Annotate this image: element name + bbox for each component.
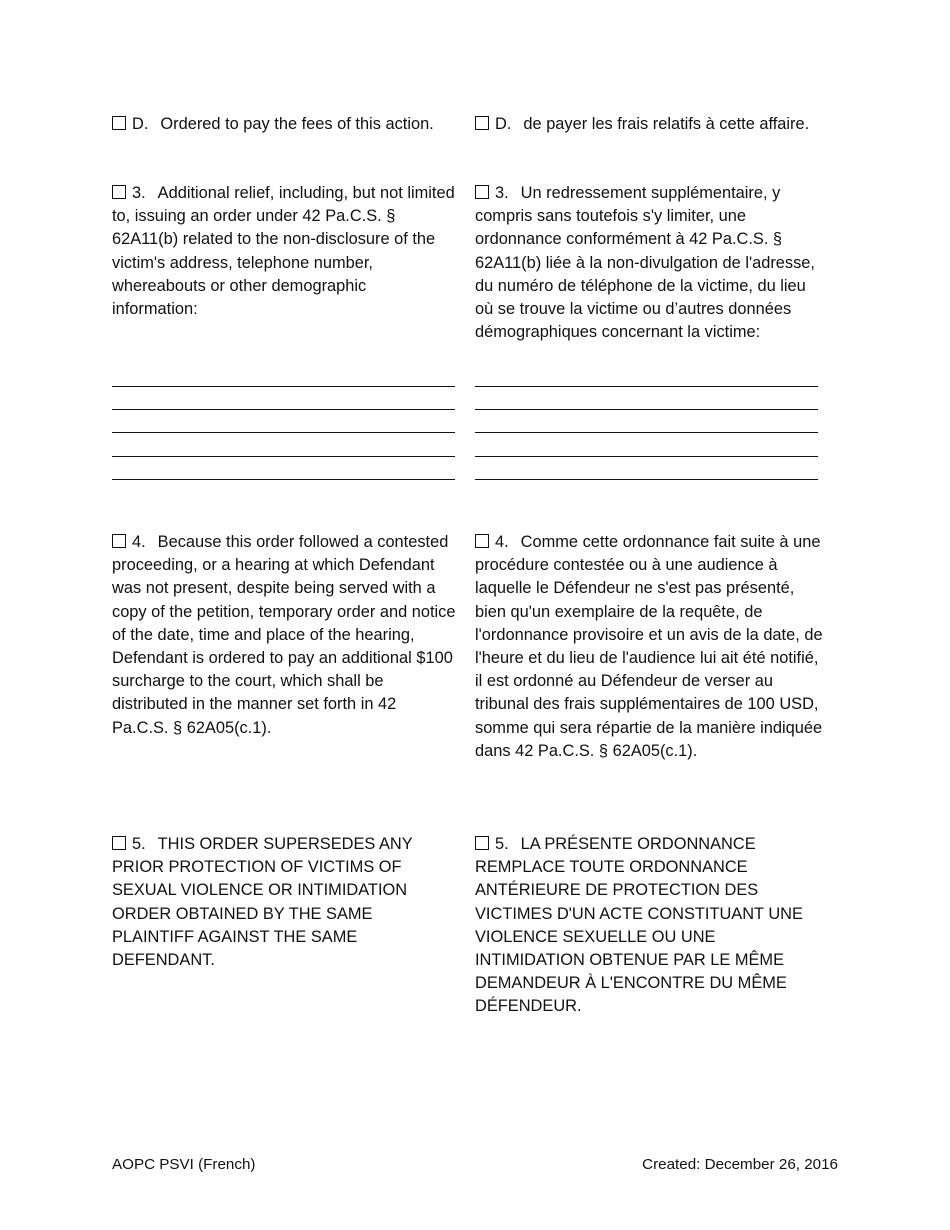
- item-number: 3.: [132, 184, 146, 202]
- blank-line[interactable]: [112, 479, 455, 480]
- item-3-fr-blank-lines[interactable]: [475, 386, 818, 502]
- blank-line[interactable]: [475, 456, 818, 457]
- item-d-fr: [475, 113, 825, 136]
- blank-line[interactable]: [112, 409, 455, 410]
- footer-created-date: Created: December 26, 2016: [642, 1156, 838, 1173]
- item-d-en: [112, 113, 456, 136]
- item-5-fr-checkbox[interactable]: [475, 836, 489, 850]
- blank-line[interactable]: [475, 386, 818, 387]
- blank-line[interactable]: [112, 386, 455, 387]
- blank-line[interactable]: [475, 409, 818, 410]
- item-4-fr-checkbox[interactable]: [475, 534, 489, 548]
- item-3-fr: [475, 182, 825, 344]
- item-text: Un redressement supplémentaire, y compris sans toutefois s'y limiter, une ordonnance conformément à 42 Pa.C.S. § 62A11(b) liée à la non-divulgation de l'adresse, du numéro de téléphone de la victime, du lieu où se trouve la victime ou d’autres données démographiques concernant la victime:: [475, 184, 815, 342]
- item-4-en: [112, 531, 456, 740]
- item-number: 4.: [132, 533, 146, 551]
- item-4-fr: [475, 531, 825, 763]
- item-text: Comme cette ordonnance fait suite à une procédure contestée ou à une audience à laquelle le Défendeur ne s'est pas présenté, bien qu'un exemplaire de la requête, de l'ordonnance provisoire et un avis de la date, de l'heure et du lieu de l'audience lui ait été notifié, il est ordonné au Défendeur de verser au tribunal des frais supplémentaires de 100 USD, somme qui sera répartie de la manière indiquée dans 42 Pa.C.S. § 62A05(c.1).: [475, 533, 823, 760]
- footer-form-id: AOPC PSVI (French): [112, 1156, 256, 1173]
- blank-line[interactable]: [475, 432, 818, 433]
- item-number: D.: [132, 115, 149, 133]
- item-d-en-checkbox[interactable]: [112, 116, 126, 130]
- item-5-fr: [475, 833, 825, 1019]
- blank-line[interactable]: [112, 432, 455, 433]
- item-5-en-checkbox[interactable]: [112, 836, 126, 850]
- item-text: LA PRÉSENTE ORDONNANCE REMPLACE TOUTE ORDONNANCE ANTÉRIEURE DE PROTECTION DES VICTIMES D'UN ACTE CONSTITUANT UNE VIOLENCE SEXUELLE OU UNE INTIMIDATION OBTENUE PAR LE MÊME DEMANDEUR À L'ENCONTRE DU MÊME DÉFENDEUR.: [475, 835, 803, 1016]
- item-text: Because this order followed a contested proceeding, or a hearing at which Defendant was not present, despite being served with a copy of the petition, temporary order and notice of the date, time and place of the hearing, Defendant is ordered to pay an additional $100 surcharge to the court, which shall be distributed in the manner set forth in 42 Pa.C.S. § 62A05(c.1).: [112, 533, 456, 737]
- item-text: Ordered to pay the fees of this action.: [160, 115, 434, 133]
- item-3-fr-checkbox[interactable]: [475, 185, 489, 199]
- item-text: Additional relief, including, but not limited to, issuing an order under 42 Pa.C.S. § 62A11(b) related to the non-disclosure of the victim's address, telephone number, whereabouts or other demographic information:: [112, 184, 455, 319]
- item-3-en: [112, 182, 456, 321]
- item-number: 3.: [495, 184, 509, 202]
- blank-line[interactable]: [475, 479, 818, 480]
- item-text: THIS ORDER SUPERSEDES ANY PRIOR PROTECTION OF VICTIMS OF SEXUAL VIOLENCE OR INTIMIDATION ORDER OBTAINED BY THE SAME PLAINTIFF AGAINST THE SAME DEFENDANT.: [112, 835, 413, 970]
- blank-line[interactable]: [112, 456, 455, 457]
- item-3-en-checkbox[interactable]: [112, 185, 126, 199]
- item-number: 5.: [495, 835, 509, 853]
- item-4-en-checkbox[interactable]: [112, 534, 126, 548]
- item-text: de payer les frais relatifs à cette affaire.: [523, 115, 810, 133]
- item-number: D.: [495, 115, 512, 133]
- item-5-en: [112, 833, 456, 972]
- item-number: 4.: [495, 533, 509, 551]
- item-d-fr-checkbox[interactable]: [475, 116, 489, 130]
- item-3-en-blank-lines[interactable]: [112, 386, 455, 502]
- item-number: 5.: [132, 835, 146, 853]
